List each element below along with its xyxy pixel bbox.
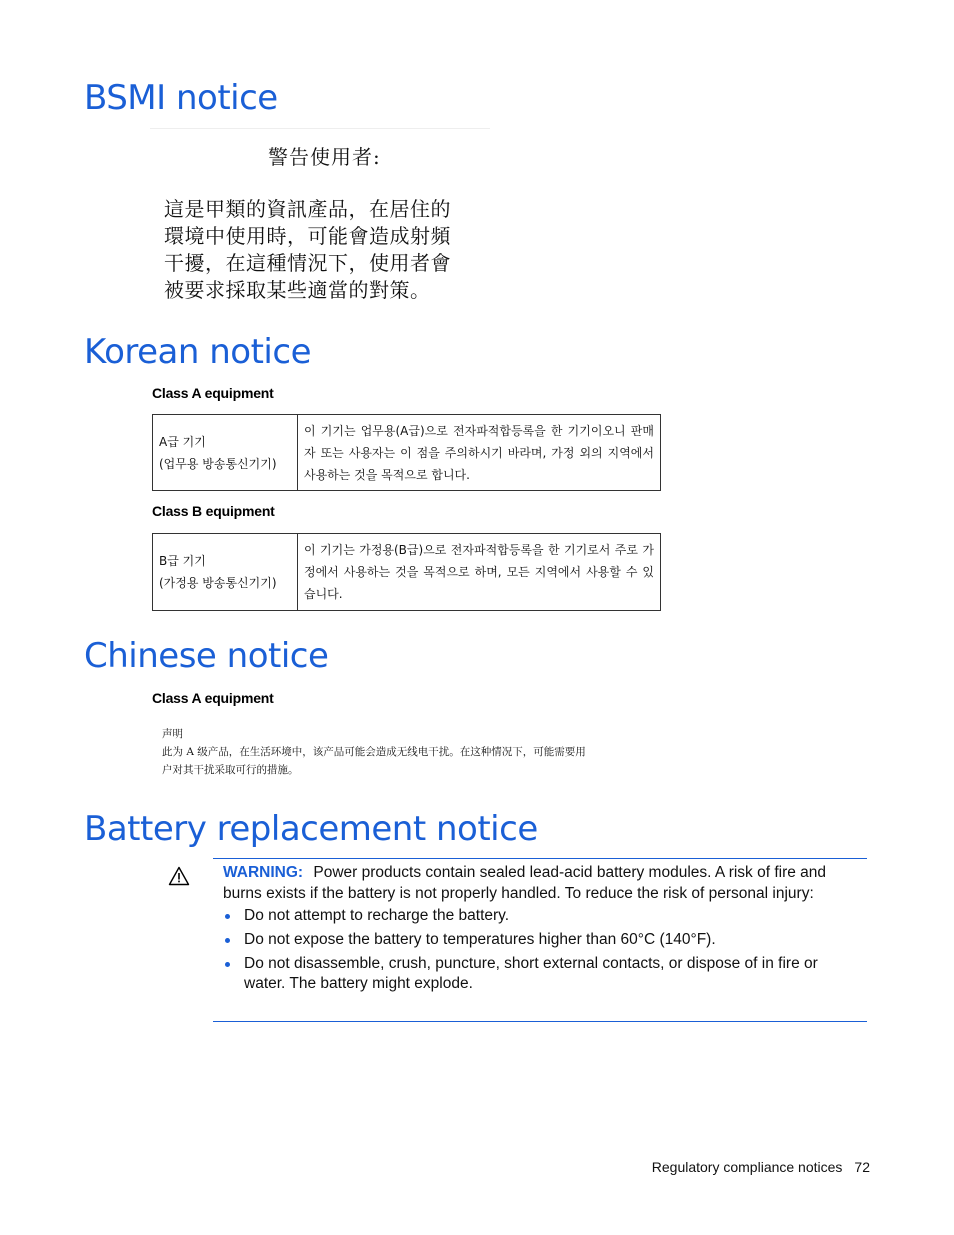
bsmi-image-line: 干擾，在這種情況下，使用者會	[164, 251, 451, 275]
warning-top-rule	[213, 858, 867, 859]
korean-class-a-use: (업무용 방송통신기기)	[159, 456, 277, 471]
battery-heading: Battery replacement notice	[84, 809, 538, 849]
korean-class-b-category	[153, 534, 298, 611]
bsmi-image-line: 這是甲類的資訊產品，在居住的	[164, 197, 451, 221]
warning-paragraph	[223, 862, 863, 904]
warning-bottom-rule	[213, 1021, 867, 1022]
chinese-class-a-label: Class A equipment	[152, 690, 274, 706]
korean-class-b-label: Class B equipment	[152, 503, 275, 519]
korean-class-a-category	[153, 415, 298, 491]
chinese-heading: Chinese notice	[84, 636, 329, 676]
korean-class-a-grade: A급 기기	[159, 434, 206, 449]
korean-class-b-table	[152, 533, 661, 611]
chinese-notice-line: 此为 A 级产品，在生活环境中，该产品可能会造成无线电干扰。在这种情况下，可能需要用	[162, 746, 586, 758]
korean-class-a-statement: 이 기기는 업무용(A급)으로 전자파적합등록을 한 기기이오니 판매자 또는 사용자는 이 점을 주의하시기 바라며, 가정 외의 지역에서 사용하는 것을 목적으로 합니다.	[298, 415, 661, 491]
warning-text: Power products contain sealed lead-acid battery modules. A risk of fire and burns exists if the battery is not properly handled. To reduce the risk of personal injury:	[223, 864, 827, 902]
korean-heading: Korean notice	[84, 332, 311, 372]
bsmi-image-title: 警告使用者:	[268, 145, 381, 169]
bsmi-image-line: 環境中使用時，可能會造成射頻	[164, 224, 451, 248]
list-item: Do not attempt to recharge the battery.	[223, 906, 863, 926]
warning-label: WARNING:	[223, 864, 304, 881]
bsmi-heading: BSMI notice	[84, 78, 278, 118]
bsmi-notice-image	[150, 128, 490, 304]
list-item: Do not disassemble, crush, puncture, short external contacts, or dispose of in fire or water. The battery might explode.	[223, 954, 863, 994]
warning-icon	[168, 866, 190, 886]
page-footer	[600, 1159, 870, 1175]
footer-section-title: Regulatory compliance notices	[651, 1159, 843, 1175]
korean-class-b-statement: 이 기기는 가정용(B급)으로 전자파적합등록을 한 기기로서 주로 가정에서 사용하는 것을 목적으로 하며, 모든 지역에서 사용할 수 있습니다.	[298, 534, 661, 611]
korean-class-b-use: (가정용 방송통신기기)	[159, 576, 277, 590]
list-item: Do not expose the battery to temperatures higher than 60°C (140°F).	[223, 930, 863, 950]
chinese-notice-line: 声明	[162, 728, 183, 740]
chinese-notice-line: 户对其干扰采取可行的措施。	[162, 764, 299, 776]
korean-class-a-table	[152, 414, 661, 491]
bsmi-image-line: 被要求採取某些適當的對策。	[164, 278, 431, 302]
korean-class-a-label: Class A equipment	[152, 385, 274, 401]
korean-class-b-grade: B급 기기	[159, 554, 206, 568]
page-number: 72	[854, 1159, 870, 1175]
warning-bullet-list	[223, 906, 863, 998]
